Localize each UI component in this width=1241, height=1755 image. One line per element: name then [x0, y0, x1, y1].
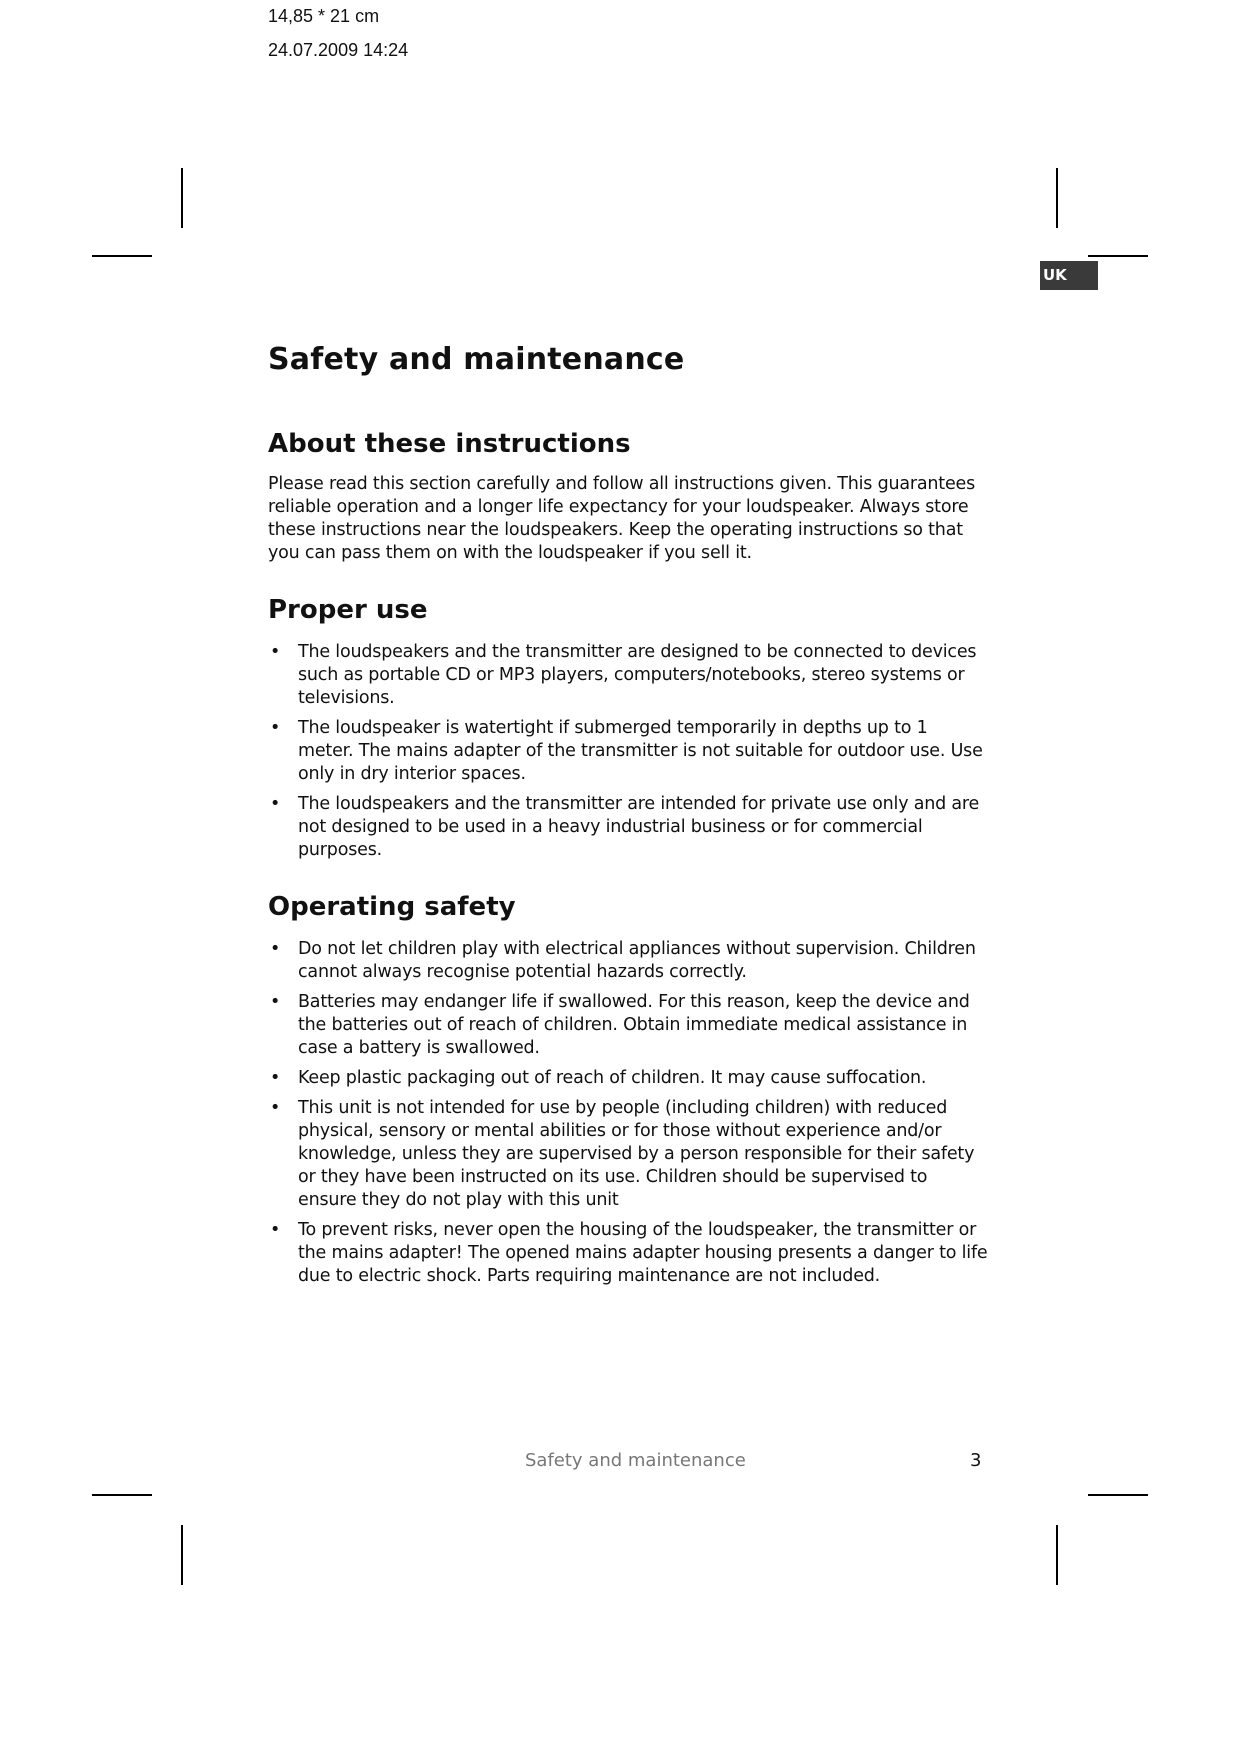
- bullet-icon: •: [270, 642, 281, 662]
- crop-mark-bottom-left-horizontal: [92, 1494, 152, 1496]
- list-item-text: Do not let children play with electrical appliances without supervision. Children cannot always recognise potential hazards correctly.: [298, 939, 976, 982]
- bullet-icon: •: [270, 992, 281, 1012]
- about-paragraph: Please read this section carefully and follow all instructions given. This guarantees reliable operation and a longer life expectancy for your loudspeaker. Always store these instructions near the loudspeakers. Keep the operating instructions so that you can pass them on with the loudspeaker if you sell it.: [268, 474, 976, 563]
- bullet-icon: •: [270, 718, 281, 738]
- list-item: [268, 1067, 988, 1090]
- operating-safety-list: [268, 938, 988, 1288]
- list-item-text: This unit is not intended for use by people (including children) with reduced physical, sensory or mental abilities or for those without experience and/or knowledge, unless they are supervised by a person responsible for their safety or they have been instructed on its use. Children should be supervised to ensure they do not play with this unit: [298, 1098, 975, 1210]
- bullet-icon: •: [270, 794, 281, 814]
- proper-use-list: [268, 641, 988, 862]
- bullet-icon: •: [270, 1068, 281, 1088]
- crop-mark-top-right-vertical: [1056, 168, 1058, 228]
- print-size-label: 14,85 * 21 cm: [268, 6, 380, 26]
- list-item-text: Batteries may endanger life if swallowed. For this reason, keep the device and the batteries out of reach of children. Obtain immediate medical assistance in case a battery is swallowed.: [298, 992, 970, 1058]
- crop-mark-bottom-right-horizontal: [1088, 1494, 1148, 1496]
- list-item: [268, 1097, 988, 1212]
- section-title-proper-use: Proper use: [268, 595, 428, 625]
- list-item-text: The loudspeakers and the transmitter are designed to be connected to devices such as portable CD or MP3 players, computers/notebooks, stereo systems or televisions.: [298, 642, 977, 708]
- list-item-text: To prevent risks, never open the housing of the loudspeaker, the transmitter or the mains adapter! The opened mains adapter housing presents a danger to life due to electric shock. Parts requiring maintenance are not included.: [298, 1220, 988, 1286]
- list-item: [268, 1219, 988, 1288]
- bullet-icon: •: [270, 939, 281, 959]
- print-datetime-label: 24.07.2009 14:24: [268, 40, 409, 60]
- crop-mark-bottom-left-vertical: [181, 1525, 183, 1585]
- crop-mark-top-left-vertical: [181, 168, 183, 228]
- page-content: [268, 330, 988, 1295]
- bullet-icon: •: [270, 1098, 281, 1118]
- footer-section-label: Safety and maintenance: [525, 1450, 746, 1471]
- list-item-text: The loudspeakers and the transmitter are intended for private use only and are not designed to be used in a heavy industrial business or for commercial purposes.: [298, 794, 980, 860]
- page-title: Safety and maintenance: [268, 342, 685, 377]
- list-item: [268, 793, 988, 862]
- list-item-text: The loudspeaker is watertight if submerged temporarily in depths up to 1 meter. The mains adapter of the transmitter is not suitable for outdoor use. Use only in dry interior spaces.: [298, 718, 983, 784]
- list-item: [268, 991, 988, 1060]
- crop-mark-bottom-right-vertical: [1056, 1525, 1058, 1585]
- bullet-icon: •: [270, 1220, 281, 1240]
- page-number: 3: [970, 1450, 982, 1471]
- language-tab: UK: [1040, 261, 1098, 290]
- crop-mark-top-right-horizontal: [1088, 255, 1148, 257]
- section-title-operating-safety: Operating safety: [268, 892, 516, 922]
- list-item: [268, 641, 988, 710]
- list-item-text: Keep plastic packaging out of reach of children. It may cause suffocation.: [298, 1068, 927, 1088]
- section-title-about: About these instructions: [268, 429, 631, 459]
- list-item: [268, 717, 988, 786]
- crop-mark-top-left-horizontal: [92, 255, 152, 257]
- list-item: [268, 938, 988, 984]
